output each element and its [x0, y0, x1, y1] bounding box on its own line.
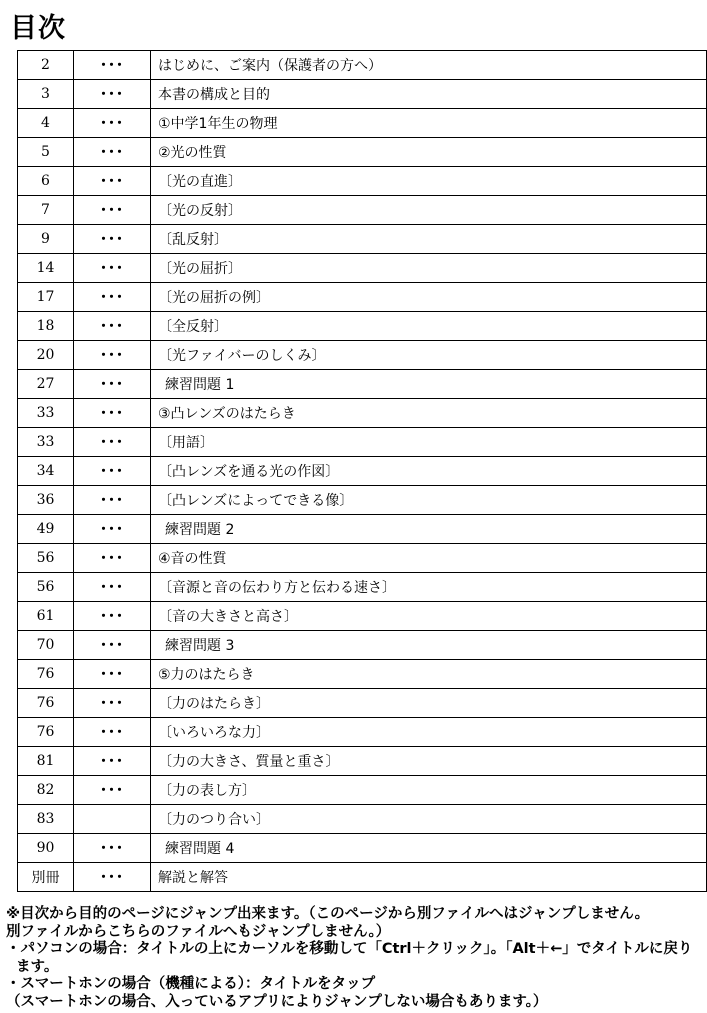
toc-entry-link[interactable]: 〔光の屈折の例〕 [158, 290, 270, 306]
toc-page-number: 3 [18, 80, 74, 109]
note-line: （スマートホンの場合、入っているアプリによりジャンプしない場合もあります。） [6, 993, 548, 1010]
toc-entry-cell [151, 138, 707, 167]
toc-entry-link[interactable]: 〔力の表し方〕 [158, 783, 256, 799]
toc-leader-dots: ･･･ [74, 457, 151, 486]
toc-page-number: 7 [18, 196, 74, 225]
toc-entry-link[interactable]: 練習問題 3 [165, 638, 235, 654]
toc-page-number: 82 [18, 776, 74, 805]
toc-row [18, 573, 707, 602]
toc-entry-cell [151, 51, 707, 80]
toc-leader-dots: ･･･ [74, 51, 151, 80]
toc-page-number: 56 [18, 544, 74, 573]
toc-page-number: 49 [18, 515, 74, 544]
toc-row [18, 283, 707, 312]
toc-entry-link[interactable]: ④音の性質 [158, 551, 227, 567]
toc-entry-cell [151, 370, 707, 399]
toc-entry-cell [151, 718, 707, 747]
toc-body [18, 51, 707, 892]
toc-leader-dots: ･･･ [74, 80, 151, 109]
toc-leader-dots: ･･･ [74, 167, 151, 196]
toc-row [18, 196, 707, 225]
toc-entry-link[interactable]: ③凸レンズのはたらき [158, 406, 296, 422]
toc-entry-cell [151, 863, 707, 892]
toc-leader-dots: ･･･ [74, 399, 151, 428]
toc-leader-dots: ･･･ [74, 341, 151, 370]
toc-entry-link[interactable]: はじめに、ご案内（保護者の方へ） [158, 58, 382, 74]
toc-leader-dots: ･･･ [74, 254, 151, 283]
toc-leader-dots: ･･･ [74, 631, 151, 660]
toc-leader-dots: ･･･ [74, 863, 151, 892]
toc-entry-cell [151, 486, 707, 515]
toc-entry-link[interactable]: 〔凸レンズによってできる像〕 [158, 493, 354, 509]
toc-entry-cell [151, 399, 707, 428]
toc-page-number: 27 [18, 370, 74, 399]
toc-page-number: 別冊 [18, 863, 74, 892]
toc-leader-dots: ･･･ [74, 515, 151, 544]
toc-leader-dots: ･･･ [74, 660, 151, 689]
toc-leader-dots: ･･･ [74, 834, 151, 863]
toc-entry-cell [151, 660, 707, 689]
toc-leader-dots: ･･･ [74, 544, 151, 573]
toc-entry-cell [151, 109, 707, 138]
toc-page-number: 76 [18, 689, 74, 718]
toc-entry-cell [151, 341, 707, 370]
toc-row [18, 660, 707, 689]
toc-row [18, 689, 707, 718]
toc-leader-dots: ･･･ [74, 776, 151, 805]
toc-page-number: 20 [18, 341, 74, 370]
toc-row [18, 109, 707, 138]
toc-entry-link[interactable]: 〔力のつり合い〕 [158, 812, 270, 828]
page-title: 目次 [10, 13, 66, 44]
toc-page-number: 34 [18, 457, 74, 486]
toc-leader-dots: ･･･ [74, 602, 151, 631]
toc-row [18, 370, 707, 399]
toc-leader-dots: ･･･ [74, 718, 151, 747]
toc-page-number: 83 [18, 805, 74, 834]
toc-entry-link[interactable]: 〔光の直進〕 [158, 174, 242, 190]
toc-leader-dots: ･･･ [74, 486, 151, 515]
toc-row [18, 805, 707, 834]
toc-entry-cell [151, 196, 707, 225]
toc-row [18, 167, 707, 196]
toc-entry-link[interactable]: 〔光の反射〕 [158, 203, 242, 219]
toc-page-number: 76 [18, 660, 74, 689]
toc-page-number: 33 [18, 399, 74, 428]
toc-leader-dots: ･･･ [74, 370, 151, 399]
toc-entry-cell [151, 747, 707, 776]
toc-entry-link[interactable]: 〔用語〕 [158, 435, 214, 451]
toc-page-number: 17 [18, 283, 74, 312]
toc-entry-cell [151, 573, 707, 602]
toc-row [18, 544, 707, 573]
toc-entry-cell [151, 225, 707, 254]
toc-table [17, 50, 707, 892]
toc-page-number: 61 [18, 602, 74, 631]
note-line: ます。 [16, 958, 59, 975]
toc-leader-dots [74, 805, 151, 834]
toc-entry-cell [151, 80, 707, 109]
toc-row [18, 486, 707, 515]
toc-page-number: 56 [18, 573, 74, 602]
toc-page-number: 90 [18, 834, 74, 863]
toc-entry-link[interactable]: 〔力の大きさ、質量と重さ〕 [158, 754, 340, 770]
toc-entry-cell [151, 515, 707, 544]
note-line: ・スマートホンの場合（機種による）：タイトルをタップ [6, 976, 376, 992]
toc-entry-cell [151, 602, 707, 631]
toc-entry-cell [151, 283, 707, 312]
toc-row [18, 631, 707, 660]
notes [6, 906, 706, 1011]
toc-entry-cell [151, 312, 707, 341]
toc-row [18, 254, 707, 283]
toc-entry-cell [151, 254, 707, 283]
toc-page-number: 70 [18, 631, 74, 660]
toc-entry-link[interactable]: 〔音源と音の伝わり方と伝わる速さ〕 [158, 580, 396, 596]
toc-entry-link[interactable]: ⑤力のはたらき [158, 667, 255, 683]
toc-leader-dots: ･･･ [74, 689, 151, 718]
toc-entry-link[interactable]: ①中学1年生の物理 [158, 116, 278, 132]
toc-entry-cell [151, 834, 707, 863]
toc-leader-dots: ･･･ [74, 283, 151, 312]
toc-page-number: 2 [18, 51, 74, 80]
toc-entry-cell [151, 776, 707, 805]
toc-leader-dots: ･･･ [74, 109, 151, 138]
toc-page-number: 76 [18, 718, 74, 747]
toc-row [18, 718, 707, 747]
toc-leader-dots: ･･･ [74, 747, 151, 776]
toc-leader-dots: ･･･ [74, 196, 151, 225]
toc-row [18, 312, 707, 341]
toc-row [18, 51, 707, 80]
toc-row [18, 80, 707, 109]
toc-row [18, 515, 707, 544]
toc-page-number: 18 [18, 312, 74, 341]
toc-row [18, 457, 707, 486]
note-line: ※目次から目的のページにジャンプ出来ます。（このページから別ファイルへはジャンプしません。 [6, 906, 650, 922]
toc-entry-link[interactable]: 〔凸レンズを通る光の作図〕 [158, 464, 340, 480]
toc-row [18, 602, 707, 631]
toc-page-number: 5 [18, 138, 74, 167]
toc-page-number: 36 [18, 486, 74, 515]
toc-page-number: 33 [18, 428, 74, 457]
toc-leader-dots: ･･･ [74, 573, 151, 602]
toc-entry-link[interactable]: 練習問題 2 [165, 522, 235, 538]
toc-entry-cell [151, 689, 707, 718]
toc-entry-link[interactable]: 〔音の大きさと高さ〕 [158, 609, 298, 625]
toc-row [18, 138, 707, 167]
toc-row [18, 747, 707, 776]
toc-row [18, 834, 707, 863]
toc-leader-dots: ･･･ [74, 138, 151, 167]
toc-entry-link[interactable]: 練習問題 1 [165, 377, 235, 393]
toc-entry-link[interactable]: 〔光ファイバーのしくみ〕 [158, 348, 326, 364]
toc-row [18, 428, 707, 457]
toc-row [18, 399, 707, 428]
toc-entry-link[interactable]: 〔いろいろな力〕 [158, 725, 270, 741]
toc-entry-cell [151, 428, 707, 457]
toc-row [18, 776, 707, 805]
toc-entry-link[interactable]: 〔全反射〕 [158, 319, 228, 335]
toc-row [18, 225, 707, 254]
toc-page-number: 9 [18, 225, 74, 254]
toc-entry-cell [151, 805, 707, 834]
toc-page-number: 81 [18, 747, 74, 776]
toc-page-number: 14 [18, 254, 74, 283]
toc-entry-cell [151, 457, 707, 486]
toc-entry-link[interactable]: 解説と解答 [158, 870, 228, 886]
toc-leader-dots: ･･･ [74, 428, 151, 457]
toc-entry-cell [151, 167, 707, 196]
toc-row [18, 863, 707, 892]
toc-row [18, 341, 707, 370]
toc-entry-link[interactable]: ②光の性質 [158, 145, 227, 161]
toc-entry-link[interactable]: 本書の構成と目的 [158, 87, 270, 103]
toc-page-number: 4 [18, 109, 74, 138]
toc-entry-cell [151, 544, 707, 573]
note-line: ・パソコンの場合：タイトルの上にカーソルを移動して「Ctrl＋クリック」。「Alt＋←」でタイトルに戻り [6, 941, 693, 957]
toc-page-number: 6 [18, 167, 74, 196]
toc-leader-dots: ･･･ [74, 225, 151, 254]
note-line: 別ファイルからこちらのファイルへもジャンプしません。） [6, 923, 391, 940]
toc-entry-cell [151, 631, 707, 660]
toc-entry-link[interactable]: 〔力のはたらき〕 [158, 696, 270, 712]
toc-entry-link[interactable]: 〔光の屈折〕 [158, 261, 242, 277]
toc-entry-link[interactable]: 〔乱反射〕 [158, 232, 228, 248]
toc-entry-link[interactable]: 練習問題 4 [165, 841, 235, 857]
toc-leader-dots: ･･･ [74, 312, 151, 341]
